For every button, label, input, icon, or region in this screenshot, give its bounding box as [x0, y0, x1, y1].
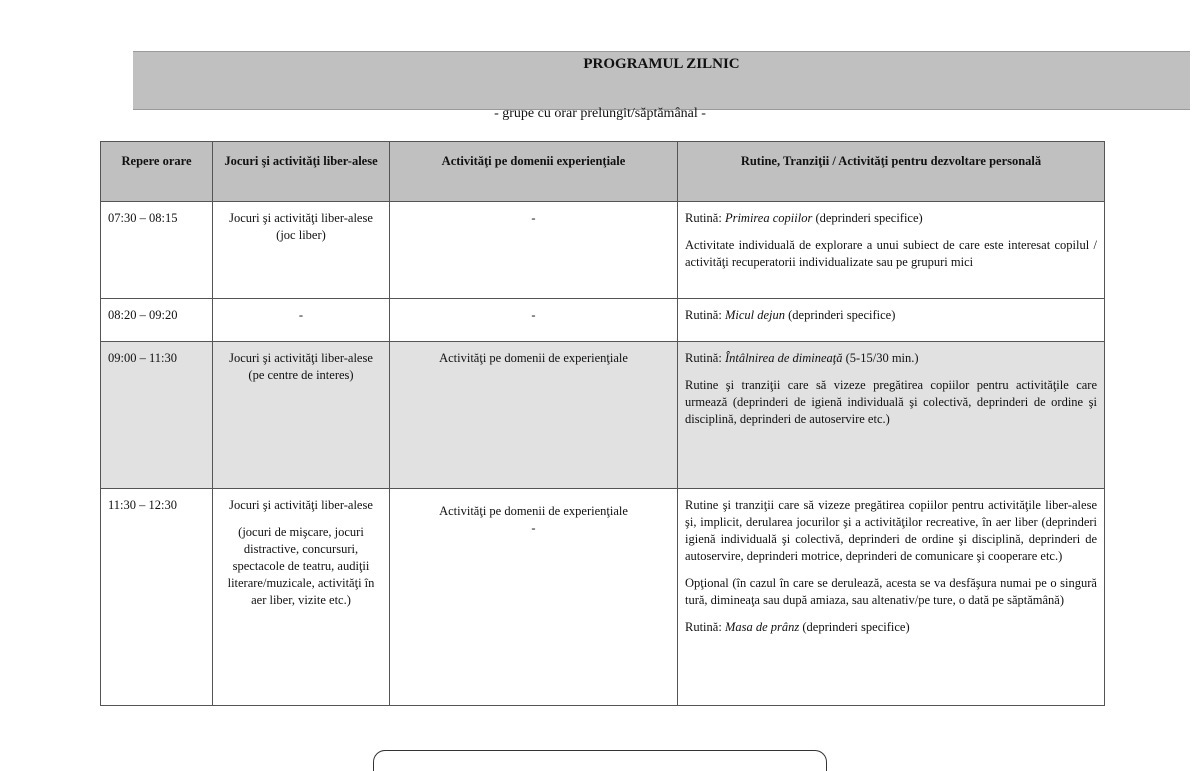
time-cell — [101, 202, 213, 299]
domain-activities-cell — [390, 342, 678, 489]
domain-activities-text: Activităţi pe domenii de experienţiale — [439, 351, 628, 365]
domain-activities-cell — [390, 299, 678, 342]
routines-cell — [678, 489, 1105, 706]
routine-text: Rutină: — [685, 211, 725, 225]
routine-text: Activitate individuală de explorare a unui subiect de care este interesat copilul / activităţi recuperatorii individualizate sau pe grupuri mici — [685, 238, 1097, 269]
routines-cell — [678, 202, 1105, 299]
routine-name: Masa de prânz — [724, 620, 800, 634]
routine-paragraph — [685, 575, 1097, 609]
routine-text: Rutină: — [685, 351, 725, 365]
routine-paragraph — [685, 237, 1097, 271]
column-header-free-activities: Jocuri şi activităţi liber-alese — [213, 142, 390, 202]
routines-cell — [678, 342, 1105, 489]
routine-detail: (5-15/30 min.) — [842, 351, 919, 365]
routine-name: Întâlnirea de dimineaţă — [724, 351, 843, 365]
routine-text: Rutine şi tranziţii care să vizeze pregătirea copiilor pentru activităţile liber-alese şi, implicit, derularea jocurilor şi a activităţilor recreative, în aer liber (deprinderi igienă individuală şi colectivă, deprinderi de ordine şi disciplină, deprinderi de autoservire, deprinderi motrice, deprinderi de comunicare şi cooperare etc.) — [685, 498, 1097, 563]
column-header-domain-activities: Activităţi pe domenii experienţiale — [390, 142, 678, 202]
free-activities-text: (jocuri de mişcare, jocuri distractive, concursuri, spectacole de teatru, audiţii literare/muzicale, activităţi în aer liber, vizite etc.) — [227, 525, 375, 607]
routine-name: Micul dejun — [724, 308, 785, 322]
page-edge-decoration — [373, 750, 827, 771]
domain-activities-text: - — [531, 308, 536, 322]
free-activities-cell — [213, 489, 390, 706]
time-range: 11:30 – 12:30 — [108, 498, 177, 512]
title-band — [133, 51, 1190, 110]
column-header-time: Repere orare — [101, 142, 213, 202]
page-subtitle: - grupe cu orar prelungit/săptămânal - — [494, 106, 706, 121]
routine-paragraph — [685, 619, 1097, 636]
domain-activities-cell — [390, 489, 678, 706]
free-activities-cell — [213, 202, 390, 299]
free-activities-text: Jocuri şi activităţi liber-alese — [229, 498, 373, 512]
routines-cell — [678, 299, 1105, 342]
routine-paragraph — [685, 377, 1097, 428]
routine-detail: (deprinderi specifice) — [799, 620, 910, 634]
schedule-table — [100, 141, 1105, 706]
table-row — [101, 489, 1105, 706]
free-activities-text: Jocuri şi activităţi liber-alese (joc liber) — [229, 211, 373, 242]
page-title: PROGRAMUL ZILNIC — [583, 56, 740, 72]
routine-detail: (deprinderi specifice) — [812, 211, 923, 225]
domain-activities-cell — [390, 202, 678, 299]
time-cell — [101, 342, 213, 489]
domain-activities-text: - — [531, 211, 536, 225]
free-activities-text: Jocuri şi activităţi liber-alese (pe centre de interes) — [229, 351, 373, 382]
time-range: 09:00 – 11:30 — [108, 351, 177, 365]
column-header-routines: Rutine, Tranziţii / Activităţi pentru dezvoltare personală — [678, 142, 1105, 202]
time-range: 07:30 – 08:15 — [108, 211, 178, 225]
routine-text: Rutină: — [685, 308, 725, 322]
time-range: 08:20 – 09:20 — [108, 308, 178, 322]
table-row — [101, 342, 1105, 489]
table-header-row — [101, 142, 1105, 202]
free-activities-cell — [213, 299, 390, 342]
routine-paragraph — [685, 210, 1097, 227]
routine-text: Rutine şi tranziţii care să vizeze pregătirea copiilor pentru activităţile care urmează (deprinderi de igienă individuală şi colectivă, deprinderi de ordine şi disciplină, deprinderi de autoservire etc.) — [685, 378, 1097, 426]
routine-name: Primirea copiilor — [724, 211, 813, 225]
routine-text: Rutină: — [685, 620, 725, 634]
routine-text: Opţional (în cazul în care se derulează, acesta se va desfăşura numai pe o singură tură, dimineaţa sau după amiaza, sau altenativ/pe ture, o dată pe săptămână) — [685, 576, 1097, 607]
routine-paragraph — [685, 307, 1097, 324]
routine-paragraph — [685, 497, 1097, 565]
time-cell — [101, 299, 213, 342]
free-activities-cell — [213, 342, 390, 489]
domain-activities-text: - — [531, 521, 536, 535]
time-cell — [101, 489, 213, 706]
table-row — [101, 202, 1105, 299]
routine-detail: (deprinderi specifice) — [785, 308, 896, 322]
routine-paragraph — [685, 350, 1097, 367]
table-row — [101, 299, 1105, 342]
free-activities-text: - — [298, 308, 304, 322]
domain-activities-text: Activităţi pe domenii de experienţiale — [439, 504, 628, 518]
